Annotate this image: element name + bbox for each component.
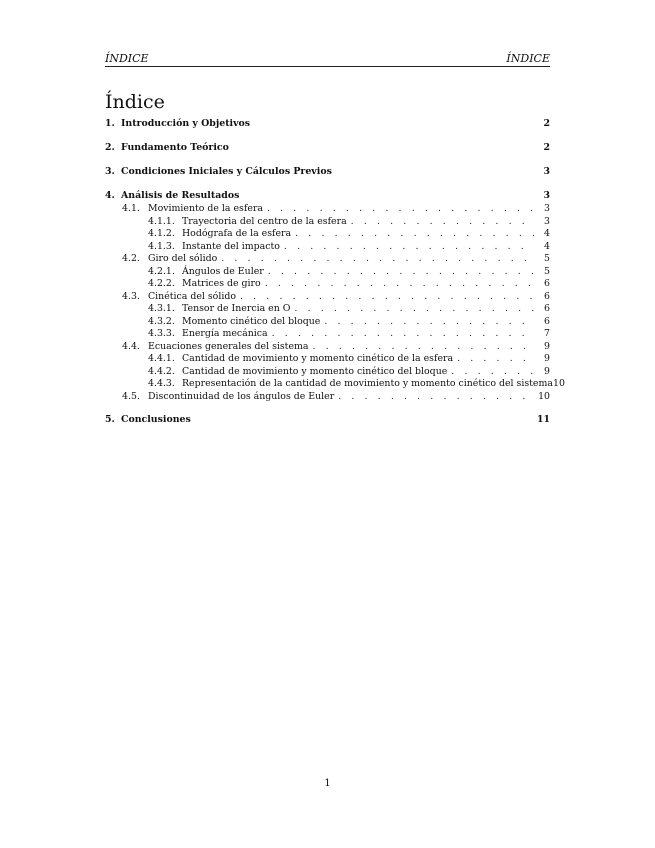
toc-entry-number: 4.4.1. [148,353,175,364]
toc-leader [338,391,534,404]
toc-entry-title: Fundamento Teórico [121,142,229,153]
toc-entry-title: Giro del sólido [148,253,218,264]
toc-leader [265,278,534,291]
toc-entry-4-5[interactable] [105,391,550,404]
toc-leader [272,328,534,341]
toc-entry-number: 4.4.2. [148,365,175,377]
toc-entry-page: 10 [538,390,550,402]
toc-entry-number: 4.1.2. [148,228,175,239]
toc-entry-number: 4.3. [122,290,140,302]
toc-entry-4-3-3[interactable] [105,328,550,341]
toc-entry-page: 6 [544,303,550,314]
toc-entry-page: 6 [544,315,550,327]
toc-entry-4-1[interactable] [105,203,550,216]
header-right: ÍNDICE [506,52,550,65]
toc-entry-title: Ángulos de Euler [182,265,264,277]
toc-entry-4-2-2[interactable] [105,278,550,291]
toc-entry-number: 4.3.2. [148,315,175,327]
toc-entry-page: 7 [544,328,550,339]
toc-entry-4-4-1[interactable] [105,353,550,366]
toc-entry-3[interactable] [105,165,550,179]
toc-entry-1[interactable] [105,117,550,131]
toc-entry-4-2-1[interactable] [105,266,550,279]
toc-leader [457,353,534,366]
toc-entry-page: 9 [544,340,550,352]
toc-entry-page: 4 [544,228,550,239]
toc-entry-title: Movimiento de la esfera [148,203,263,214]
header-left: ÍNDICE [105,52,149,65]
toc-entry-4-1-3[interactable] [105,241,550,254]
toc-leader [451,366,534,379]
toc-entry-title: Cantidad de movimiento y momento cinético de la esfera [182,353,454,364]
toc-entry-4[interactable] [105,189,550,203]
toc-entry-number: 4.4. [122,340,140,352]
toc-entry-number: 3. [105,166,115,177]
toc-entry-page: 3 [544,215,550,227]
toc-entry-page: 4 [544,240,550,252]
toc-entry-page: 3 [544,203,550,214]
toc-entry-4-3-2[interactable] [105,316,550,329]
toc-leader [284,241,534,254]
toc-entry-number: 4.2. [122,253,140,264]
toc-entry-2[interactable] [105,141,550,155]
toc-entry-page: 5 [544,265,550,277]
toc-entry-4-3-1[interactable] [105,303,550,316]
toc-leader [267,203,534,216]
toc-entry-page: 6 [544,278,550,289]
toc-entry-4-4[interactable] [105,341,550,354]
toc-entry-page: 5 [544,253,550,264]
toc-entry-title: Representación de la cantidad de movimiento y momento cinético del sistema [182,378,553,389]
toc-title: Índice [105,91,165,113]
toc-entry-title: Momento cinético del bloque [182,315,321,327]
toc-entry-number: 4.1. [122,203,140,214]
toc-entry-title: Ecuaciones generales del sistema [148,340,309,352]
toc-entry-title: Instante del impacto [182,240,280,252]
toc-leader [312,341,534,354]
toc-entry-title: Energía mecánica [182,328,268,339]
toc-entry-title: Matrices de giro [182,278,261,289]
toc-entry-page: 9 [544,365,550,377]
toc-entry-page: 10 [553,378,565,389]
table-of-contents [105,117,565,427]
toc-entry-title: Hodógrafa de la esfera [182,228,292,239]
toc-entry-title: Tensor de Inercia en O [182,303,291,314]
toc-spacer [105,155,550,165]
toc-entry-title: Condiciones Iniciales y Cálculos Previos [121,166,332,177]
toc-entry-page: 11 [536,414,550,425]
toc-entry-4-4-3[interactable] [105,378,565,391]
toc-entry-number: 4.2.1. [148,265,175,277]
toc-entry-4-1-1[interactable] [105,216,550,229]
toc-entry-number: 4.1.1. [148,215,175,227]
toc-leader [295,228,534,241]
toc-entry-page: 2 [543,118,550,129]
running-header [105,50,550,67]
toc-entry-number: 1. [105,118,115,129]
toc-entry-page: 2 [543,142,550,153]
toc-entry-4-1-2[interactable] [105,228,550,241]
toc-spacer [105,403,550,413]
toc-entry-title: Trayectoria del centro de la esfera [182,215,347,227]
toc-leader [240,291,534,304]
toc-leader [268,266,534,279]
toc-spacer [105,179,550,189]
toc-entry-number: 4.3.1. [148,303,175,314]
toc-spacer [105,131,550,141]
toc-entry-5[interactable] [105,413,550,427]
toc-entry-number: 2. [105,142,115,153]
toc-entry-title: Cinética del sólido [148,290,236,302]
toc-entry-number: 4.2.2. [148,278,175,289]
toc-entry-4-3[interactable] [105,291,550,304]
toc-leader [294,303,534,316]
toc-leader [221,253,534,266]
toc-entry-page: 3 [543,190,550,201]
page-number: 1 [324,778,331,789]
toc-entry-number: 4.5. [122,390,140,402]
toc-entry-4-4-2[interactable] [105,366,550,379]
toc-entry-number: 4.1.3. [148,240,175,252]
toc-entry-number: 4. [105,190,115,201]
toc-entry-number: 5. [105,414,115,425]
toc-entry-title: Análisis de Resultados [121,190,240,201]
toc-entry-page: 9 [544,353,550,364]
toc-entry-page: 6 [544,290,550,302]
toc-entry-title: Introducción y Objetivos [121,118,251,129]
toc-leader [324,316,534,329]
toc-entry-page: 3 [543,166,550,177]
toc-entry-title: Cantidad de movimiento y momento cinético del bloque [182,365,448,377]
toc-entry-number: 4.3.3. [148,328,175,339]
toc-leader [351,216,534,229]
toc-entry-number: 4.4.3. [148,378,175,389]
toc-entry-title: Discontinuidad de los ángulos de Euler [148,390,335,402]
toc-entry-title: Conclusiones [121,414,191,425]
toc-entry-4-2[interactable] [105,253,550,266]
